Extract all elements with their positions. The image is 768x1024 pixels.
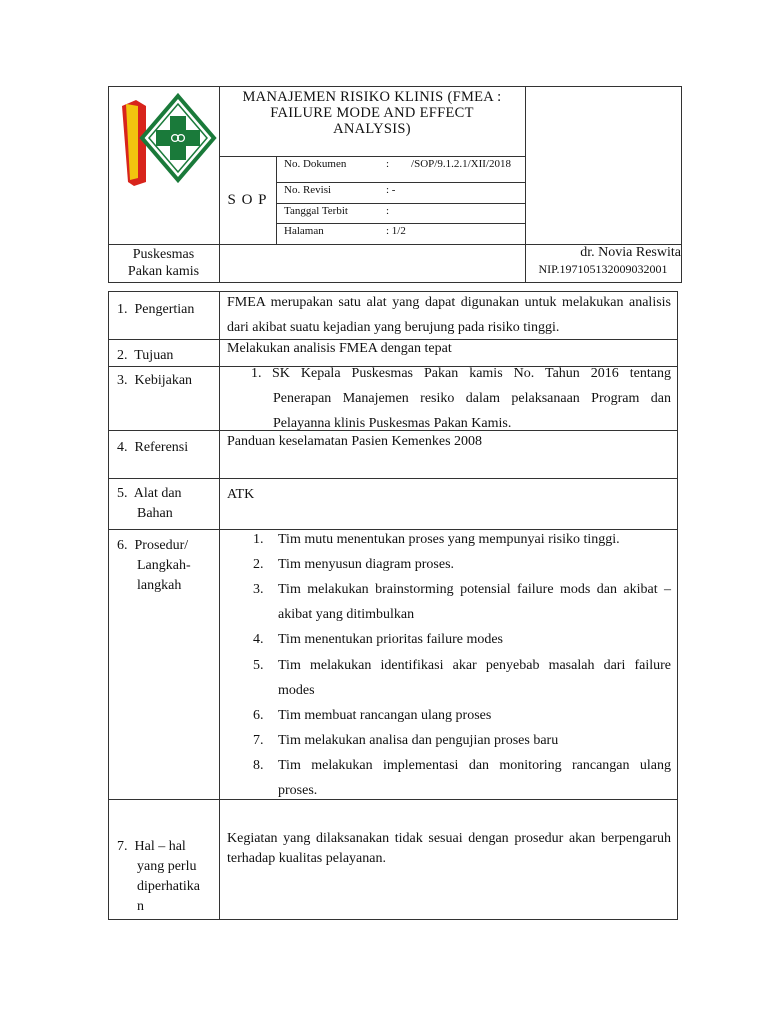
- signer-nip: NIP.197105132009032001: [538, 262, 668, 276]
- step-number: 3.: [253, 582, 264, 597]
- meta-value-dokumen: : /SOP/9.1.2.1/XII/2018: [386, 158, 511, 170]
- meta-label-halaman: Halaman: [284, 225, 324, 237]
- label-referensi: 4. Referensi: [117, 440, 189, 455]
- org-line-2: Pakan kamis: [127, 264, 200, 279]
- body-border-right: [677, 291, 678, 920]
- content-alat: ATK: [227, 487, 255, 502]
- title-line-2: FAILURE MODE AND EFFECT: [270, 105, 474, 121]
- content-referensi: Panduan keselamatan Pasien Kemenkes 2008: [227, 434, 483, 449]
- label-alat: [117, 484, 182, 524]
- step-text: Tim melakukan brainstorming potensial failure mods dan akibat – akibat yang ditimbulkan: [278, 582, 671, 622]
- meta-value-halaman: : 1/2: [386, 225, 406, 237]
- meta-line-1: [276, 182, 525, 183]
- label-pengertian: 1. Pengertian: [117, 302, 195, 317]
- label-hal-line-4: n: [137, 899, 144, 914]
- step-number: 1.: [253, 532, 264, 547]
- step-text: Tim mutu menentukan proses yang mempunyai risiko tinggi.: [278, 532, 620, 547]
- meta-value-revisi: : -: [386, 184, 396, 196]
- content-tujuan: Melakukan analisis FMEA dengan tepat: [227, 341, 452, 356]
- header-border-top: [108, 86, 682, 87]
- label-hal-line-2: yang perlu: [137, 859, 197, 874]
- header-border-bottom: [108, 282, 682, 283]
- meta-value-tanggal: :: [386, 205, 390, 217]
- header-border-right: [681, 86, 682, 282]
- step-number: 8.: [253, 758, 264, 773]
- step-number: 6.: [253, 708, 264, 723]
- org-line-1: Puskesmas: [132, 247, 195, 262]
- label-prosedur-line-3: langkah: [137, 578, 182, 593]
- body-border-bottom: [108, 919, 678, 920]
- meta-line-3: [276, 223, 525, 224]
- sop-divider: [276, 156, 277, 244]
- step-text: Tim membuat rancangan ulang proses: [278, 708, 492, 723]
- step-text: Tim melakukan implementasi dan monitoring rancangan ulang proses.: [278, 758, 671, 798]
- label-hal-line-3: diperhatika: [137, 879, 200, 894]
- content-kebijakan: SK Kepala Puskesmas Pakan kamis No. Tahun 2016 tentang Penerapan Manajemen resiko dalam pelaksanaan Program dan Pelayanna klinis Puskesmas Pakan Kamis.: [272, 366, 671, 431]
- label-alat-line-2: Bahan: [137, 506, 173, 521]
- label-prosedur: [117, 536, 191, 596]
- meta-label-revisi: No. Revisi: [284, 184, 332, 196]
- label-kebijakan: 3. Kebijakan: [117, 373, 193, 388]
- label-hal-line-1: 7. Hal – hal: [117, 839, 186, 854]
- document-title: [222, 89, 522, 137]
- step-text: Tim melakukan analisa dan pengujian proses baru: [278, 733, 559, 748]
- puskesmas-logo: [120, 92, 218, 188]
- meta-line-2: [276, 203, 525, 204]
- step-number: 2.: [253, 557, 264, 572]
- header-col1-divider: [219, 86, 220, 282]
- label-hal: [117, 837, 200, 917]
- sop-top-line: [219, 156, 525, 157]
- meta-label-dokumen: No. Dokumen: [284, 158, 347, 170]
- org-name: [108, 246, 219, 280]
- body-border-left: [108, 291, 109, 920]
- step-text: Tim menentukan prioritas failure modes: [278, 632, 503, 647]
- content-hal: Kegiatan yang dilaksanakan tidak sesuai dengan prosedur akan berpengaruh terhadap kualitas pelayanan.: [227, 831, 671, 866]
- content-pengertian: FMEA merupakan satu alat yang dapat digunakan untuk melakukan analisis dari akibat suatu kejadian yang berujung pada risiko tinggi.: [227, 295, 671, 335]
- signer-name: dr. Novia Reswita: [580, 245, 681, 260]
- step-text: Tim menyusun diagram proses.: [278, 557, 455, 572]
- body-col-divider: [219, 291, 220, 920]
- meta-label-tanggal: Tanggal Terbit: [284, 205, 348, 217]
- kebijakan-number: 1.: [251, 366, 262, 381]
- row-divider-4: [108, 478, 678, 479]
- label-tujuan: 2. Tujuan: [117, 348, 174, 363]
- title-line-1: MANAJEMEN RISIKO KLINIS (FMEA :: [242, 89, 502, 105]
- step-text: Tim melakukan identifikasi akar penyebab masalah dari failure modes: [278, 658, 671, 698]
- label-alat-line-1: 5. Alat dan: [117, 486, 182, 501]
- sop-label: S O P: [227, 192, 268, 208]
- step-number: 5.: [253, 658, 264, 673]
- label-prosedur-line-1: 6. Prosedur/: [117, 538, 189, 553]
- label-prosedur-line-2: Langkah-: [137, 558, 191, 573]
- title-line-3: ANALYSIS): [333, 121, 411, 137]
- step-number: 7.: [253, 733, 264, 748]
- step-number: 4.: [253, 632, 264, 647]
